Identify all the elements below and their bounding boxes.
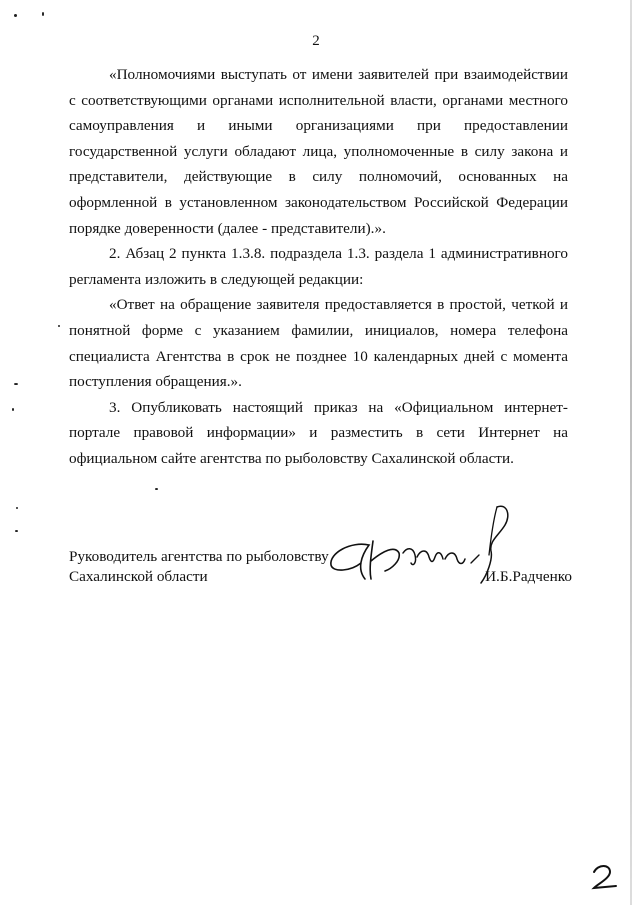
paragraph-item-3: 3. Опубликовать настоящий приказ на «Официальном интернет-портале правовой информации» и разместить в сети Интернет на официальном сайте агентства по рыболовству Сахалинской области. <box>69 398 568 467</box>
document-body <box>69 62 568 472</box>
signature-block <box>69 547 572 607</box>
page-number: 2 <box>312 33 320 49</box>
signer-title-line1: Руководитель агентства по рыболовству <box>69 548 329 565</box>
paragraph-item-2: 2. Абзац 2 пункта 1.3.8. подраздела 1.3. раздела 1 административного регламента изложить в следующей редакции: <box>69 245 568 288</box>
scan-speck <box>14 14 17 17</box>
scan-speck <box>14 383 18 385</box>
signer-name: И.Б.Радченко <box>485 568 572 585</box>
signer-title-line2: Сахалинской области <box>69 568 208 585</box>
signer-title <box>69 547 339 587</box>
scan-speck <box>58 325 60 327</box>
scan-speck <box>42 12 44 16</box>
scan-speck <box>12 408 14 411</box>
handwritten-page-mark <box>590 862 620 892</box>
scan-speck <box>15 530 18 532</box>
paragraph-representatives: «Полномочиями выступать от имени заявителей при взаимодействии с соответствующими органами исполнительной власти, органами местного самоуправления и иными организациями при предоставлении государственной услуги обладают лица, уполномоченные в силу закона и представители, действующие в силу полномочий, основанных на оформленной в установленном законодательством Российской Федерации порядке доверенности (далее - представители).». <box>69 66 568 237</box>
scan-speck <box>16 507 18 509</box>
paragraph-response-wording: «Ответ на обращение заявителя предоставляется в простой, четкой и понятной форме с указанием фамилии, инициалов, номера телефона специалиста Агентства в срок не позднее 10 календарных дней с момента поступления обращения.». <box>69 296 568 391</box>
scan-speck <box>155 488 158 490</box>
